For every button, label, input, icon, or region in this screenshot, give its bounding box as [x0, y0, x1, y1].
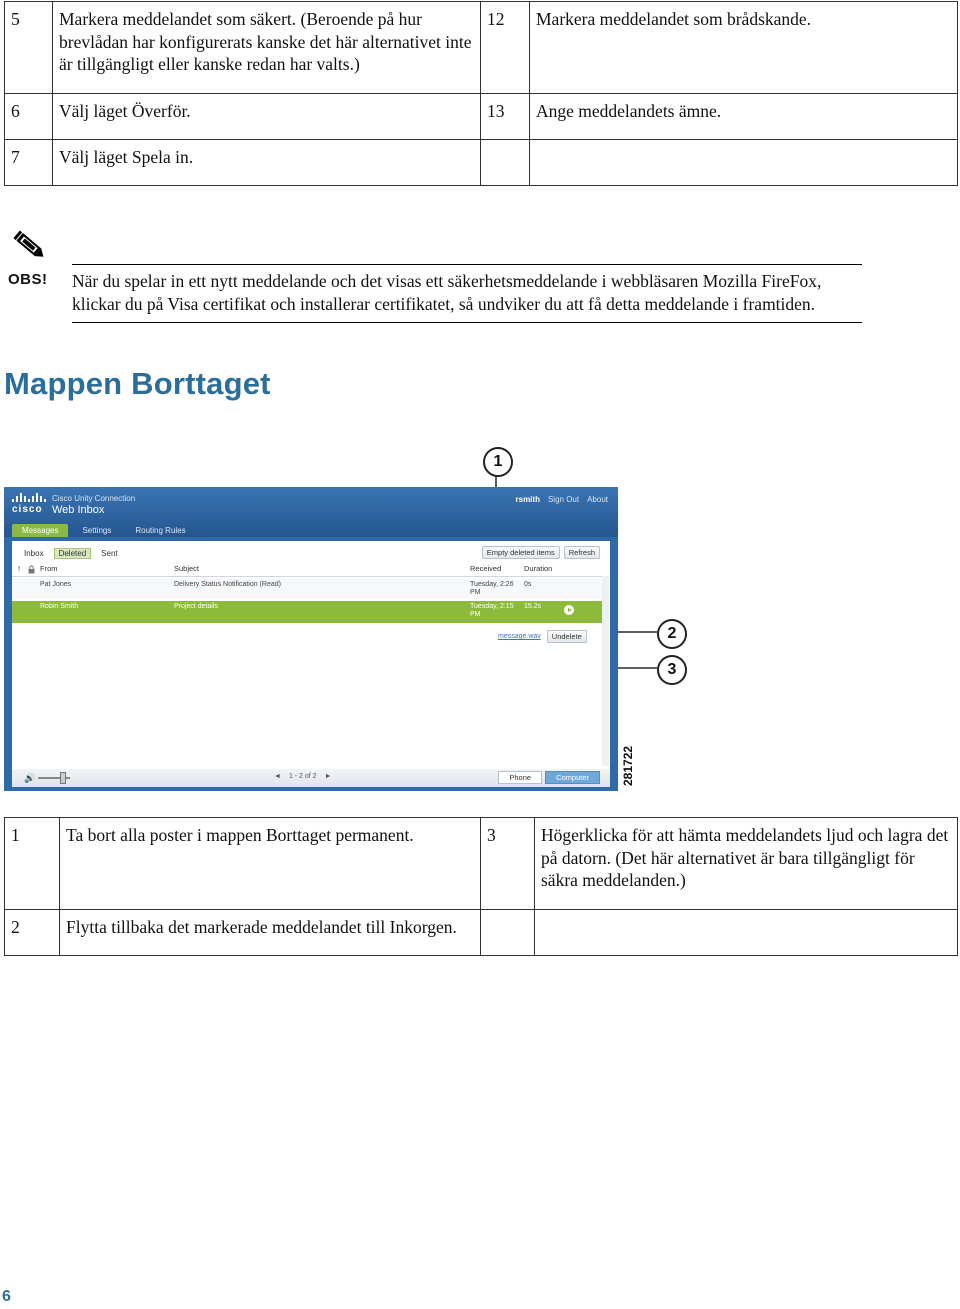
cisco-logo-bars-icon: [12, 493, 46, 502]
table-row: [5, 818, 958, 910]
table-row: [5, 140, 958, 186]
row-text: Högerklicka för att hämta meddelandets ljud och lagra det på datorn. (Det här alternativet är bara tillgängligt för säkra meddelanden.): [535, 818, 958, 910]
speaker-icon[interactable]: 🔊: [24, 773, 36, 783]
note-rule-top: [72, 264, 862, 265]
pager: [274, 773, 332, 780]
row-text: Markera meddelandet som säkert. (Beroende på hur brevlådan har konfigurerats kanske det här alternativet inte är tillgängligt eller kanske redan har valts.): [53, 2, 481, 94]
page-number: 6: [2, 1288, 11, 1305]
note-label: OBS!: [8, 271, 48, 288]
folder-tabs: [24, 548, 118, 559]
message-from: Robin Smith: [40, 603, 79, 610]
row-number: 13: [481, 94, 530, 140]
message-subject: Project details: [174, 603, 218, 610]
figure-id: 281722: [621, 745, 635, 786]
row-text: [530, 140, 958, 186]
folder-actions: [482, 546, 600, 559]
message-duration: 15.2s: [524, 603, 542, 610]
message-list-header: [12, 564, 602, 577]
screenshot-figure: [0, 440, 960, 800]
note-block: [0, 228, 870, 328]
lock-icon: [28, 565, 35, 574]
row-text: Välj läget Överför.: [53, 94, 481, 140]
row-text: Flytta tillbaka det markerade meddelandet till Inkorgen.: [60, 910, 481, 956]
row-number: 3: [481, 818, 535, 910]
header-links: [516, 495, 609, 504]
message-row[interactable]: [12, 579, 602, 599]
volume-slider-handle[interactable]: [60, 772, 66, 784]
previous-page-icon[interactable]: ◄: [274, 773, 281, 780]
note-rule-bottom: [72, 322, 862, 323]
undelete-button[interactable]: Undelete: [547, 630, 587, 643]
app-header: [4, 487, 618, 537]
pencil-icon: [10, 228, 48, 264]
column-header-received[interactable]: Received: [470, 564, 502, 573]
table-row: [5, 2, 958, 94]
row-text: Markera meddelandet som brådskande.: [530, 2, 958, 94]
about-link[interactable]: About: [587, 495, 608, 504]
empty-deleted-items-button[interactable]: Empty deleted items: [482, 546, 560, 559]
phone-button[interactable]: Phone: [498, 771, 542, 784]
message-row-selected[interactable]: [12, 601, 602, 623]
web-inbox-window: [4, 487, 618, 791]
computer-button[interactable]: Computer: [545, 771, 600, 784]
app-title: Web Inbox: [52, 504, 105, 516]
urgent-flag-icon: !: [18, 564, 21, 573]
message-duration: 0s: [524, 581, 532, 588]
message-received: Tuesday, 2:15: [470, 603, 514, 610]
row-number: 12: [481, 2, 530, 94]
column-header-subject[interactable]: Subject: [174, 564, 200, 573]
message-received-ampm: PM: [470, 611, 481, 618]
message-pane: [12, 541, 610, 769]
next-page-icon[interactable]: ►: [324, 773, 332, 780]
play-target-toggle: [498, 771, 600, 784]
row-number: 1: [5, 818, 60, 910]
cisco-logo: [12, 493, 46, 515]
callout-1: 1: [483, 447, 513, 477]
note-text: När du spelar in ett nytt meddelande och det visas ett säkerhetsmeddelande i webbläsaren Mozilla FireFox, klickar du på Visa certifikat och installerar certifikatet, så undviker du att få detta meddelande i framtiden.: [72, 271, 822, 314]
column-header-from[interactable]: From: [40, 564, 58, 573]
message-actions: [498, 630, 587, 643]
table-row: [5, 910, 958, 956]
scrollbar[interactable]: [602, 576, 609, 766]
row-text: [535, 910, 958, 956]
callout-2: 2: [657, 619, 687, 649]
sign-out-link[interactable]: Sign Out: [547, 495, 580, 504]
tab-routing-rules[interactable]: Routing Rules: [135, 526, 186, 535]
row-text: Välj läget Spela in.: [53, 140, 481, 186]
player-bar: [12, 769, 610, 787]
row-text: Ta bort alla poster i mappen Borttaget permanent.: [60, 818, 481, 910]
bottom-legend-table: [4, 817, 958, 956]
row-number: 2: [5, 910, 60, 956]
row-number: [481, 910, 535, 956]
tab-settings[interactable]: Settings: [82, 526, 112, 535]
folder-tab-deleted[interactable]: Deleted: [54, 548, 92, 559]
main-nav: [12, 524, 196, 537]
message-received: Tuesday, 2:26: [470, 581, 514, 588]
section-heading: Mappen Borttaget: [4, 366, 271, 401]
cisco-wordmark: cisco: [12, 504, 43, 515]
product-name: Cisco Unity Connection: [52, 494, 136, 503]
row-number: [481, 140, 530, 186]
tab-messages[interactable]: Messages: [12, 524, 68, 537]
message-received-ampm: PM: [470, 589, 481, 596]
page-count: 1 - 2 of 2: [288, 773, 317, 780]
user-name: rsmith: [515, 495, 540, 504]
message-subject: Delivery Status Notification (Read): [174, 581, 281, 588]
folder-tab-sent[interactable]: Sent: [101, 549, 118, 558]
row-number: 7: [5, 140, 53, 186]
table-row: [5, 94, 958, 140]
row-number: 6: [5, 94, 53, 140]
folder-tab-inbox[interactable]: Inbox: [24, 549, 44, 558]
refresh-button[interactable]: Refresh: [564, 546, 600, 559]
message-wav-link[interactable]: message.wav: [498, 633, 541, 640]
column-header-duration[interactable]: Duration: [524, 564, 553, 573]
message-from: Pat Jones: [40, 581, 72, 588]
row-number: 5: [5, 2, 53, 94]
top-legend-table: [4, 1, 958, 186]
play-icon[interactable]: [564, 605, 574, 615]
callout-3: 3: [657, 655, 687, 685]
row-text: Ange meddelandets ämne.: [530, 94, 958, 140]
